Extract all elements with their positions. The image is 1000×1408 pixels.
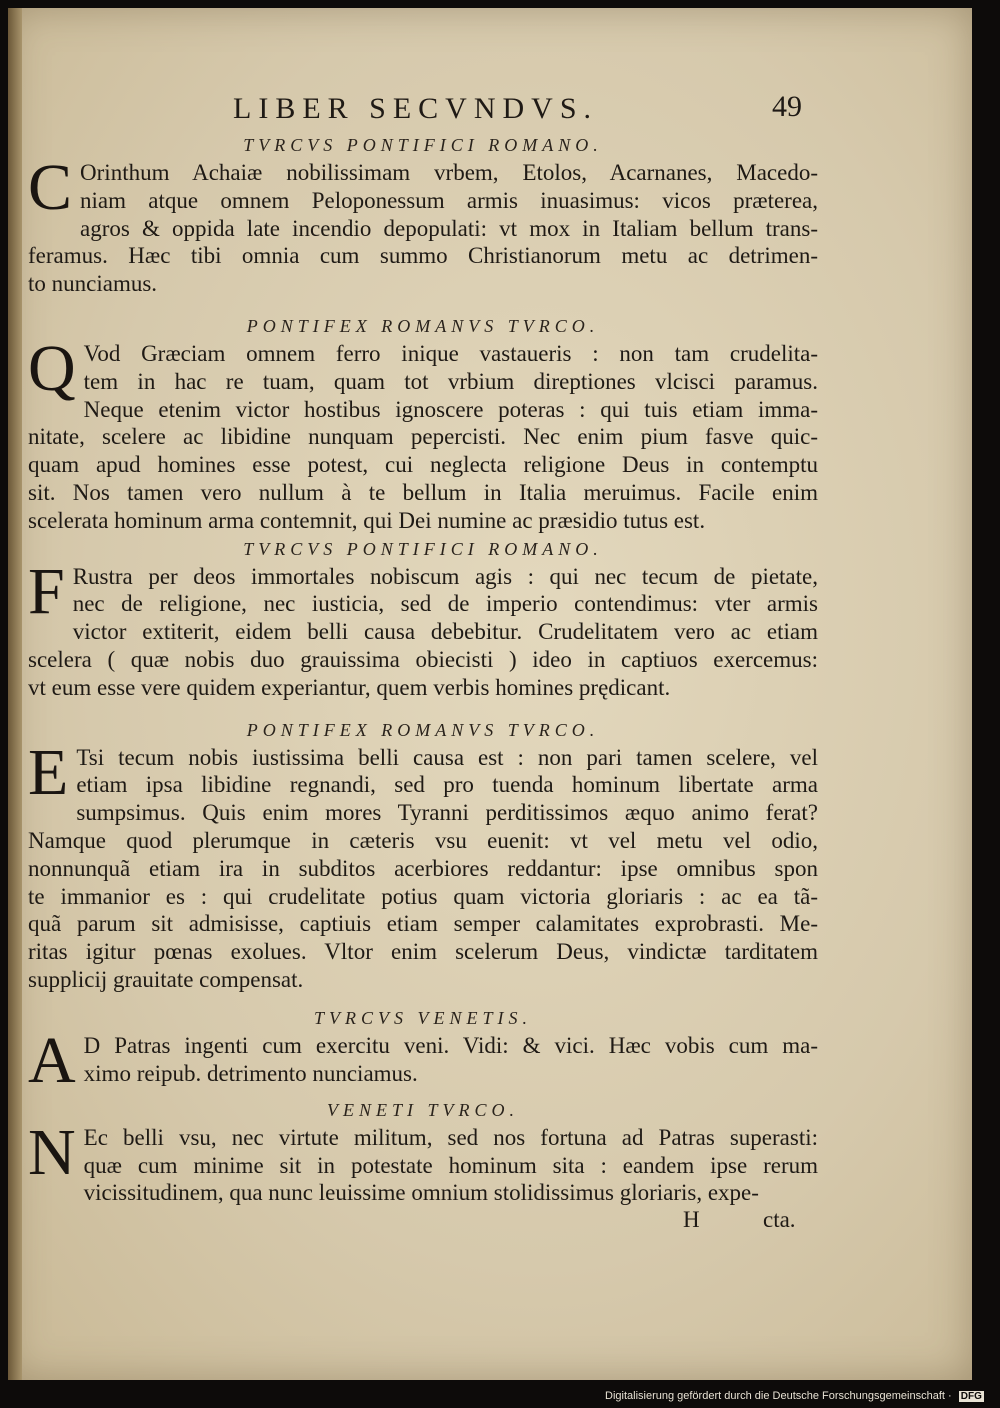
footer-credit: [605, 1390, 984, 1402]
drop-capital: N: [28, 1123, 76, 1189]
text-line: Ec belli vsu, nec virtute militum, sed nos fortuna ad Patras superasti:: [83, 1124, 818, 1150]
text-line: vt eum esse vere quidem experiantur, quem verbis homines prędicant.: [28, 674, 671, 700]
text-line: Namque quod plerumque in cæteris vsu euenit: vt vel metu vel odio,: [28, 827, 818, 853]
drop-capital: Q: [28, 339, 76, 405]
book-page: [8, 8, 972, 1380]
letter-heading: VENETI TVRCO.: [326, 1099, 519, 1120]
text-line: supplicij grauitate compensat.: [28, 966, 304, 992]
text-line: victor extiterit, eidem belli causa debebitur. Crudelitatem vero ac etiam: [72, 619, 818, 645]
page-gutter: [8, 8, 22, 1380]
text-line: sumpsimus. Quis enim mores Tyranni perditissimos æquo animo ferat?: [76, 800, 818, 826]
letter-text: [28, 159, 818, 298]
text-line: ritas igitur pœnas exolues. Vltor enim scelerum Deus, vindictæ tarditatem: [28, 939, 818, 965]
text-line: agros & oppida late incendio depopulati: vt mox in Italiam bellum trans-: [80, 215, 818, 241]
page-body: [28, 131, 818, 1235]
text-line: etiam ipsa libidine regnandi, sed pro tuenda hominum libertate arma: [76, 772, 818, 798]
text-line: quam apud homines esse potest, cui neglecta religione Deus in contemptu: [28, 452, 818, 478]
text-line: Vod Græciam omnem ferro inique vastaueris : non tam crudelita-: [83, 340, 818, 366]
text-line: nitate, scelere ac libidine nunquam pepercisti. Nec enim pium fasve quic-: [28, 424, 818, 450]
letter-text: [28, 1124, 818, 1207]
letter-block: [28, 312, 818, 535]
page-foot: [28, 1207, 818, 1235]
footer-text: Digitalisierung gefördert durch die Deutsche Forschungsgemeinschaft ·: [605, 1390, 952, 1402]
letter-heading: TVRCVS PONTIFICI ROMANO.: [243, 538, 603, 559]
letter-block: [28, 131, 818, 298]
text-line: to nunciamus.: [28, 271, 158, 297]
text-line: vicissitudinem, qua nunc leuissime omnium stolidissimus gloriaris, expe-: [83, 1180, 759, 1206]
text-line: D Patras ingenti cum exercitu veni. Vidi: & vici. Hæc vobis cum ma-: [83, 1032, 818, 1058]
signature-mark: H: [683, 1207, 700, 1233]
letter-heading: PONTIFEX ROMANVS TVRCO.: [246, 719, 600, 740]
drop-capital: F: [28, 562, 65, 628]
letter-text: [28, 340, 818, 535]
text-line: Neque etenim victor hostibus ignoscere poteras : qui tuis etiam imma-: [83, 396, 818, 422]
text-line: quæ cum minime sit in potestate hominum sita : eandem ipse rerum: [83, 1152, 818, 1178]
text-line: te immanior es : qui crudelitate potius quam victoria gloriaris : ac ea tã-: [28, 883, 818, 909]
dfg-logo: DFG: [960, 1391, 982, 1402]
text-line: Rustra per deos immortales nobiscum agis : qui nec tecum de pietate,: [72, 563, 818, 589]
text-line: niam atque omnem Peloponessum armis inuasimus: vicos præterea,: [80, 187, 818, 213]
text-line: feramus. Hæc tibi omnia cum summo Christianorum metu ac detrimen-: [28, 243, 818, 269]
letter-text: [28, 563, 818, 702]
drop-capital: C: [28, 159, 73, 224]
drop-capital: A: [28, 1031, 76, 1088]
letter-text: [28, 744, 818, 994]
text-line: sit. Nos tamen vero nullum à te bellum in Italia meruimus. Facile enim: [28, 479, 818, 505]
text-line: quã parum sit admisisse, captiuis etiam semper calamitates exprobrasti. Me-: [28, 911, 818, 937]
letter-block: [28, 535, 818, 702]
letter-block: [28, 716, 818, 994]
letter-text: [28, 1032, 818, 1088]
letter-block: [28, 1004, 818, 1088]
drop-capital: E: [28, 743, 69, 809]
page-number: 49: [772, 90, 802, 123]
text-line: Orinthum Achaiæ nobilissimam vrbem, Etolos, Acarnanes, Macedo-: [80, 160, 818, 185]
text-line: nec de religione, nec iusticia, sed de imperio contendimus: vter armis: [72, 591, 818, 617]
running-head: LIBER SECVNDVS.: [233, 92, 599, 125]
text-line: tem in hac re tuam, quam tot vrbium direptiones vlcisci paramus.: [83, 368, 818, 394]
letter-heading: TVRCVS VENETIS.: [314, 1007, 532, 1028]
text-line: scelerata hominum arma contemnit, qui Dei numine ac præsidio tutus est.: [28, 507, 706, 533]
text-line: scelera ( quæ nobis duo grauissima obiecisti ) ideo in captiuos exercemus:: [28, 646, 818, 672]
text-line: Tsi tecum nobis iustissima belli causa est : non pari tamen scelere, vel: [76, 744, 818, 770]
letter-block: [28, 1096, 818, 1207]
letters-container: [28, 131, 818, 1207]
text-line: nonnunquã etiam ira in subditos acerbiores reddantur: ipse omnibus spon: [28, 855, 818, 881]
catchword: cta.: [763, 1207, 796, 1233]
letter-heading: TVRCVS PONTIFICI ROMANO.: [243, 135, 603, 155]
text-line: ximo reipub. detrimento nunciamus.: [83, 1060, 418, 1086]
letter-heading: PONTIFEX ROMANVS TVRCO.: [246, 315, 600, 336]
